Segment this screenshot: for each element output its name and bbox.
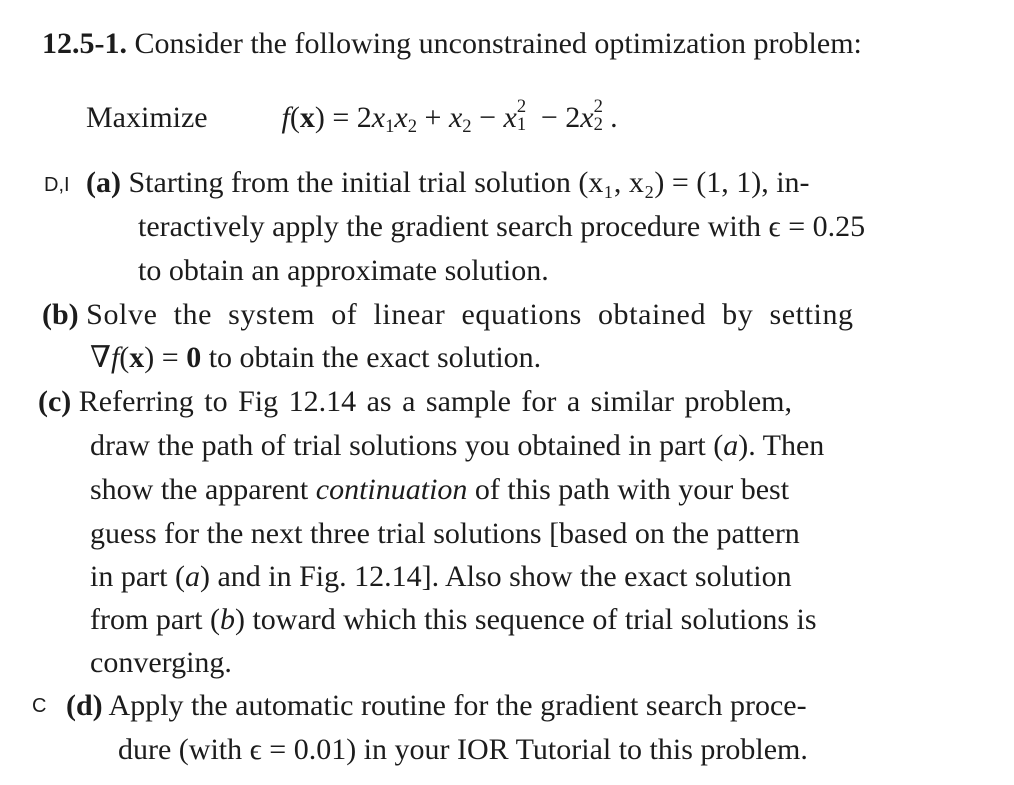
objective-eq: = 2 [332,101,372,134]
var-x2: x [394,101,408,134]
part-c-line2 [90,428,824,464]
part-c-text1: Referring to Fig 12.14 as a sample for a similar problem, [78,385,792,418]
supsub-2 [593,95,611,136]
part-d-line1 [66,688,807,724]
part-c-text6b: ) toward which this sequence of trial solutions is [234,603,817,636]
part-c-a-ref2: a [184,560,200,593]
var-x2b: x [448,101,463,134]
part-c-line1 [38,384,792,420]
part-d-line2: dure (with ϵ = 0.01) in your IOR Tutorial to this problem. [118,733,808,766]
sub-2c: 2 [593,114,603,136]
part-a-tag: D,I [44,174,70,196]
part-b-text1: Solve the system of linear equations obtained by setting [86,298,854,331]
part-a-line1 [86,165,810,201]
part-c-line4: guess for the next three trial solutions [based on the pattern [90,517,800,550]
op-minus1: − [479,101,496,134]
part-c-text3b: of this path with your best [467,473,790,506]
part-b-line2: ∇f(x) = 0 to obtain the exact solution. [90,341,542,374]
part-a-line3: to obtain an approximate solution. [138,254,549,287]
part-c-a-ref: a [723,429,739,462]
part-b-text2: to obtain the exact solution. [201,341,542,374]
part-c-label: (c) [38,385,72,418]
supsub-1 [516,95,534,136]
var-x2sq: x [580,101,594,134]
op-minus2: − [540,101,558,134]
sup-2b: 2 [593,95,603,117]
objective-line: Maximize $f(x) = 2x_1x_2 + x_2 - x$ 2 1 − 2x 2 2 . [86,97,618,136]
zero-vector: 0 [186,341,202,374]
part-a-text1: Starting from the initial trial solution (x₁, x₂) = (1, 1), in- [128,166,810,199]
nabla-symbol: ∇ [90,341,111,374]
part-d-text1: Apply the automatic routine for the gradient search proce- [108,689,807,722]
part-c-text2b: ). Then [738,429,825,462]
sub-2b: 2 [462,115,472,137]
part-c-line3 [90,472,789,508]
part-c-text6a: from part ( [90,603,220,636]
grad-x: x [129,341,145,374]
op-plus: + [424,101,442,134]
coef-2: 2 [565,101,581,134]
part-c-text5a: in part ( [90,560,185,593]
problem-number: 12.5-1. [42,27,127,60]
grad-eq: = [154,341,187,374]
objective-label: Maximize [86,101,208,134]
part-c-line6 [90,602,817,638]
grad-f: f [110,341,120,374]
problem-header [42,26,862,62]
sub-2: 2 [407,115,418,137]
objective-period: . [610,101,618,134]
objective-x: x [299,101,315,134]
objective-f: f [281,101,290,134]
part-b-label: (b) [42,298,79,331]
var-x1: x [371,101,386,134]
part-a-line2: teractively apply the gradient search procedure with ϵ = 0.25 [138,210,866,243]
part-c-text2a: draw the path of trial solutions you obtained in part ( [90,429,724,462]
part-d-tag: C [32,695,47,717]
sub-1: 1 [385,115,395,137]
part-c-text5b: ) and in Fig. 12.14]. Also show the exact solution [199,560,792,593]
part-d-label: (d) [66,689,103,722]
sup-2a: 2 [516,95,527,117]
part-a-label: (a) [86,166,121,199]
part-c-b-ref: b [219,603,235,636]
part-c-line7: converging. [90,646,232,679]
part-c-continuation: continuation [315,473,468,506]
part-c-text3a: show the apparent [90,473,316,506]
sub-1b: 1 [516,114,527,136]
part-b-line1 [42,297,854,333]
var-x1sq: x [503,101,517,134]
part-c-line5 [90,559,792,595]
problem-intro: Consider the following unconstrained optimization problem: [134,27,862,60]
